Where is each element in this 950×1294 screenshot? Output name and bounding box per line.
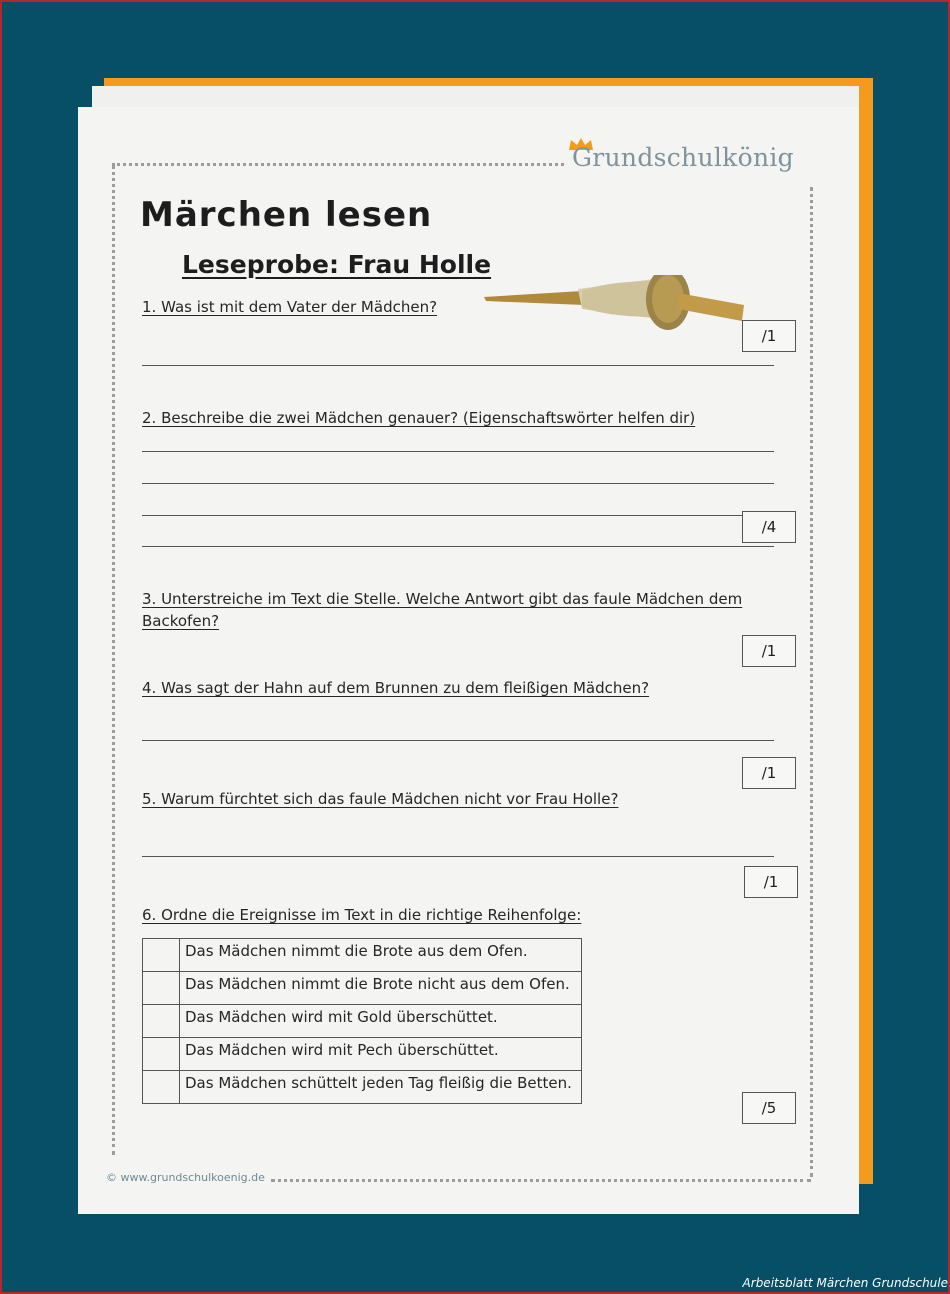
score-box-1: /1 [742,320,796,352]
order-number-box[interactable] [143,1071,180,1104]
event-text: Das Mädchen wird mit Gold überschüttet. [180,1005,582,1038]
answer-line[interactable] [142,856,774,857]
question-3-continued: Backofen? [142,612,220,630]
question-1: 1. Was ist mit dem Vater der Mädchen? [142,298,438,316]
spindle-illustration [482,275,744,355]
answer-line[interactable] [142,740,774,741]
answer-line[interactable] [142,365,774,366]
question-4: 4. Was sagt der Hahn auf dem Brunnen zu dem fleißigen Mädchen? [142,679,650,697]
question-3: 3. Unterstreiche im Text die Stelle. Welche Antwort gibt das faule Mädchen dem [142,590,743,608]
page-title: Märchen lesen [140,195,433,235]
score-box-4: /1 [742,757,796,789]
answer-line[interactable] [142,546,774,547]
order-number-box[interactable] [143,1005,180,1038]
table-row [143,1038,582,1071]
footer-website: © www.grundschulkoenig.de [106,1171,265,1184]
image-caption: Arbeitsblatt Märchen Grundschule [742,1276,948,1290]
event-text: Das Mädchen schüttelt jeden Tag fleißig die Betten. [180,1071,582,1104]
dotted-border-right [810,187,813,1177]
table-row [143,1005,582,1038]
score-box-3: /1 [742,635,796,667]
page-subtitle: Leseprobe: Frau Holle [182,250,492,279]
event-text: Das Mädchen nimmt die Brote aus dem Ofen. [180,939,582,972]
ordering-table [142,938,582,1104]
order-number-box[interactable] [143,972,180,1005]
dotted-border-top [112,163,564,166]
dotted-border-bottom [271,1179,811,1182]
table-row [143,939,582,972]
table-row [143,972,582,1005]
score-box-2: /4 [742,511,796,543]
answer-line[interactable] [142,451,774,452]
score-box-5: /1 [744,866,798,898]
answer-line[interactable] [142,483,774,484]
question-6: 6. Ordne die Ereignisse im Text in die richtige Reihenfolge: [142,906,582,924]
table-row [143,1071,582,1104]
question-2: 2. Beschreibe die zwei Mädchen genauer? (Eigenschaftswörter helfen dir) [142,409,696,427]
answer-line[interactable] [142,515,774,516]
order-number-box[interactable] [143,939,180,972]
brand-logo: Grundschulkönig [572,143,794,172]
event-text: Das Mädchen wird mit Pech überschüttet. [180,1038,582,1071]
worksheet-page [78,107,859,1214]
score-box-6: /5 [742,1092,796,1124]
dotted-border-left [112,165,115,1155]
order-number-box[interactable] [143,1038,180,1071]
question-5: 5. Warum fürchtet sich das faule Mädchen nicht vor Frau Holle? [142,790,619,808]
event-text: Das Mädchen nimmt die Brote nicht aus dem Ofen. [180,972,582,1005]
